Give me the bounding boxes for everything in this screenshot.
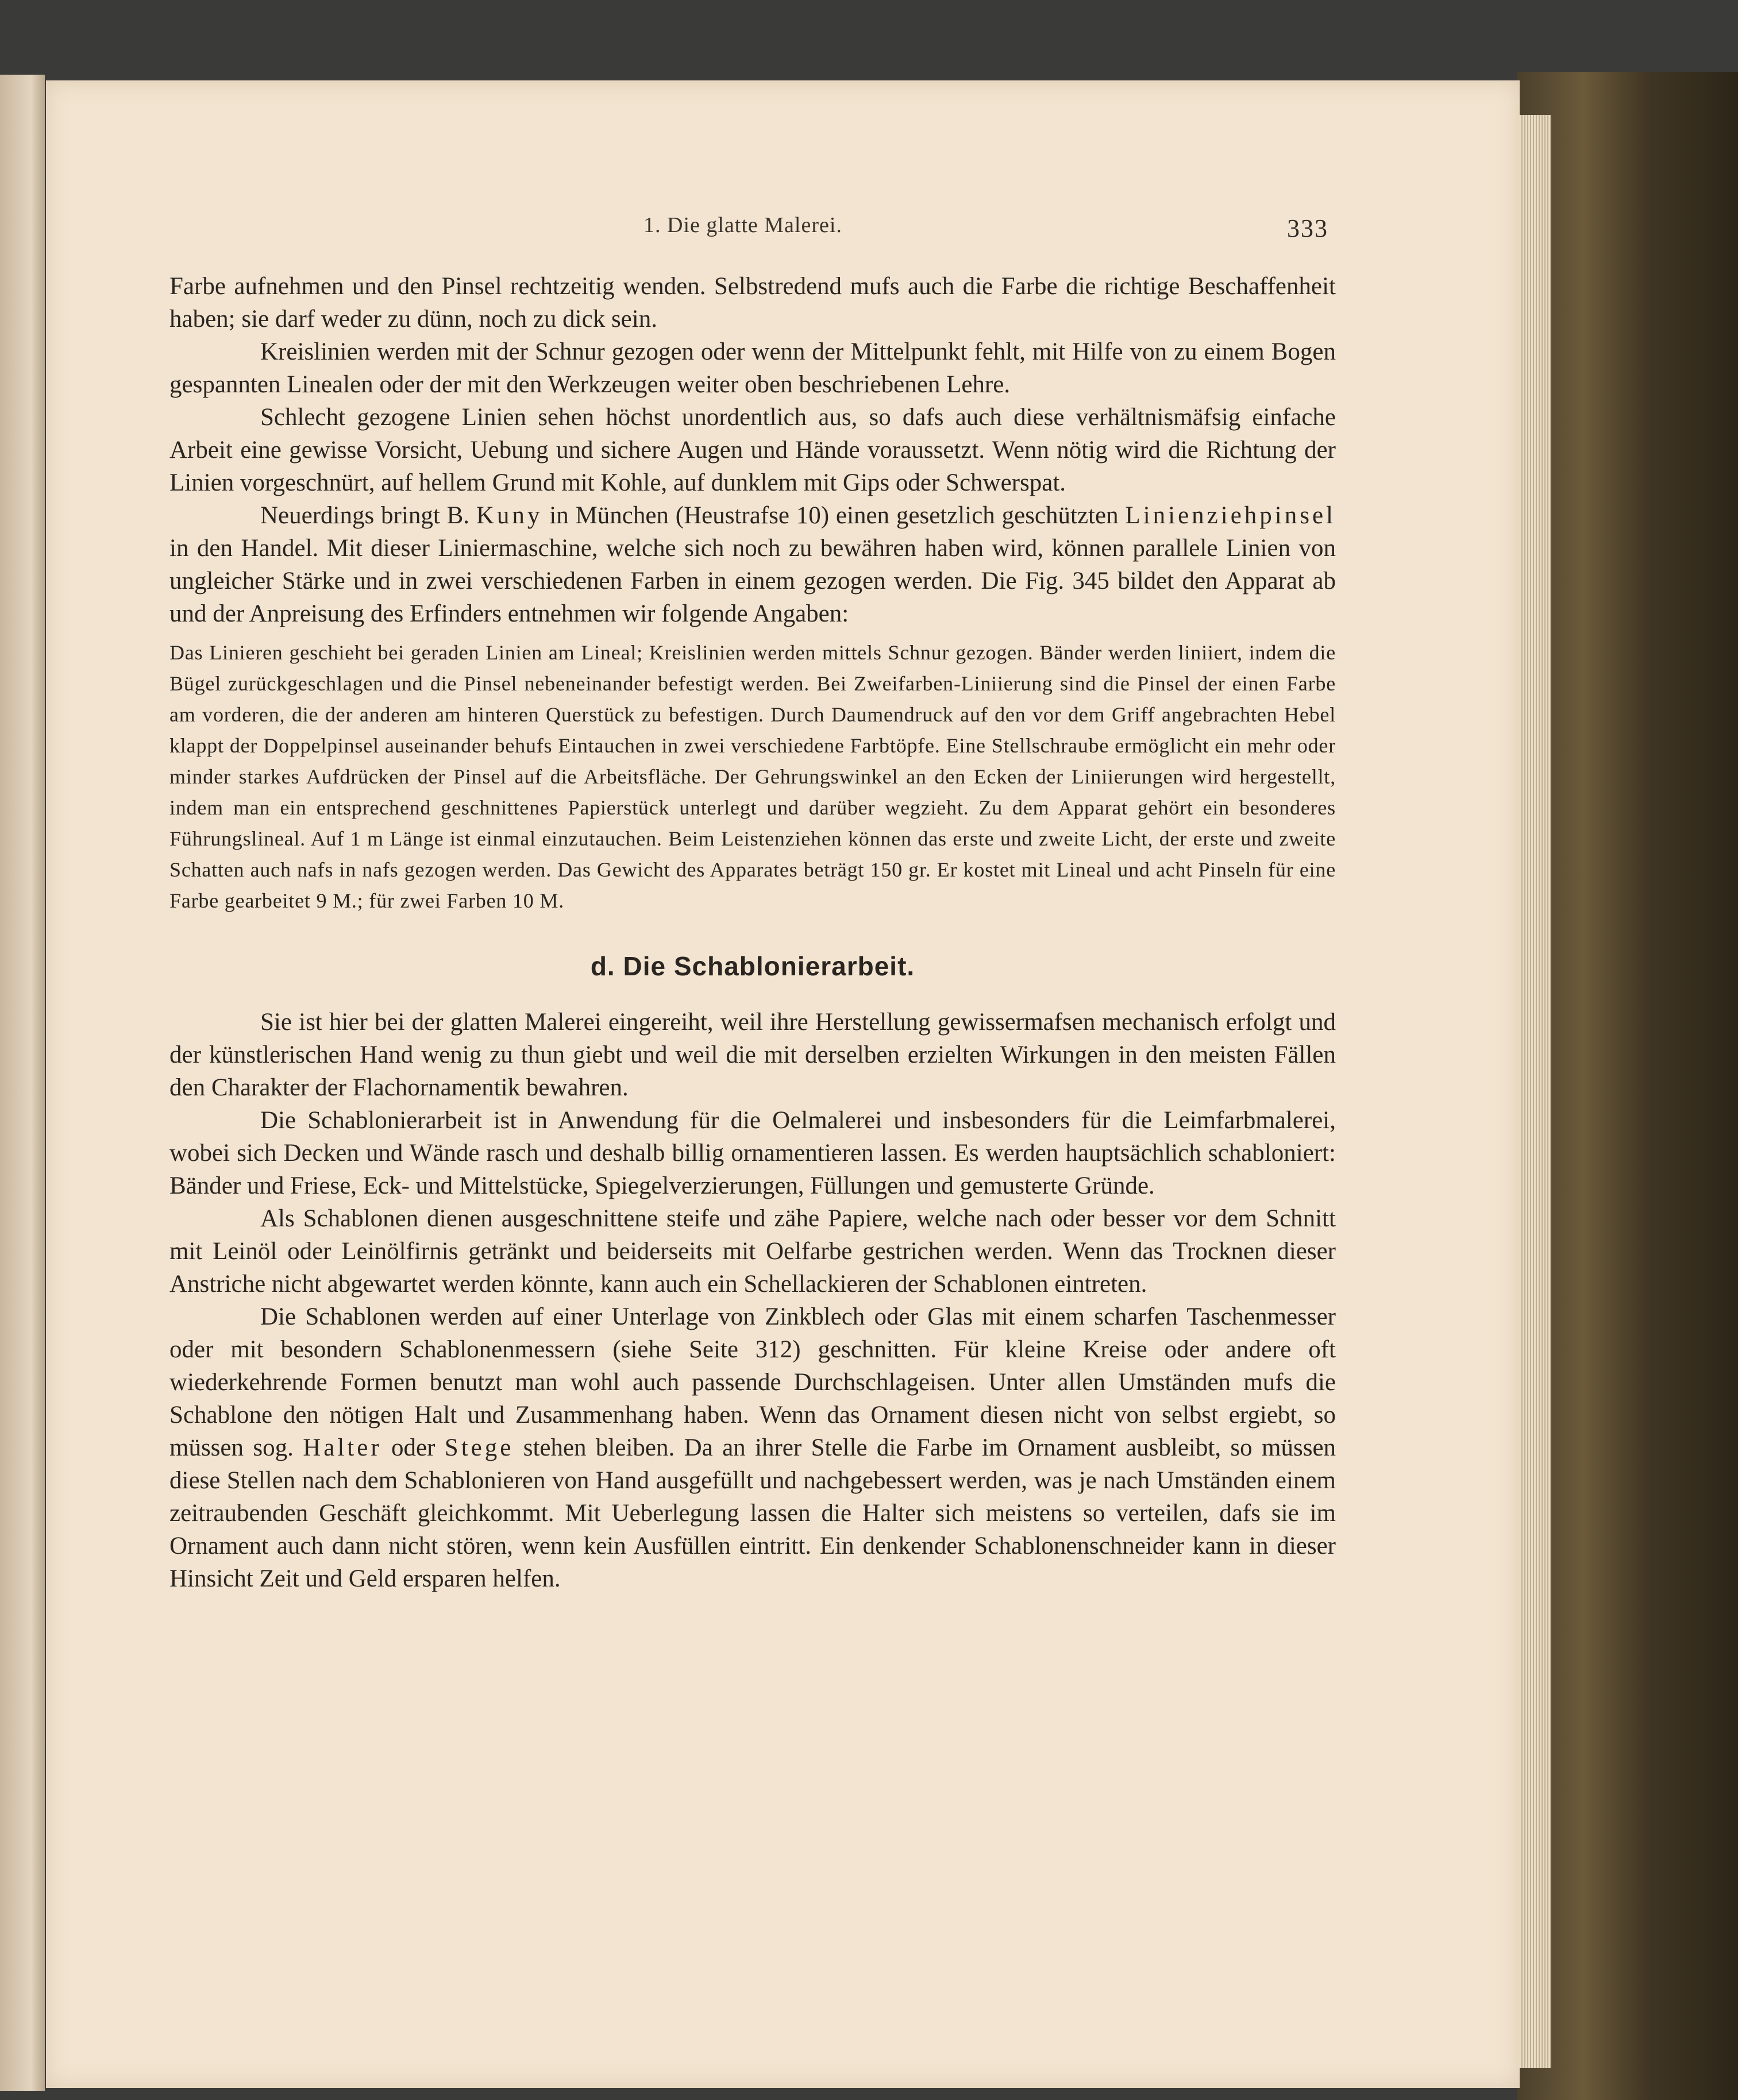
paragraph-2: Kreislinien werden mit der Schnur gezogen oder wenn der Mittelpunkt fehlt, mit Hilfe von zu einem Bogen gespannten Linealen oder der mit den Werkzeugen weiter oben beschriebenen Lehre. — [169, 338, 1336, 398]
paragraph-7: Als Schablonen dienen ausgeschnittene steife und zähe Papiere, welche nach oder besser vor dem Schnitt mit Leinöl oder Leinölfirnis getränkt und beiderseits mit Oelfarbe gestrichen werden. Wenn das Trocknen dieser Anstriche nicht abgewartet werden könnte, kann auch ein Schellackieren der Schablonen eintreten. — [169, 1205, 1336, 1298]
term-linienziehpinsel: Linienziehpinsel — [1125, 502, 1336, 529]
page-text — [169, 270, 1336, 1595]
p4-text-a: Neuerdings bringt B. — [260, 502, 476, 529]
facing-page-edge — [0, 75, 45, 2091]
paragraph-3: Schlecht gezogene Linien sehen höchst unordentlich aus, so dafs auch diese verhältnismäfsig einfache Arbeit eine gewisse Vorsicht, Uebung und sichere Augen und Hände voraussetzt. Wenn nötig wird die Richtung der Linien vorgeschnürt, auf hellem Grund mit Kohle, auf dunklem mit Gips oder Schwerspat. — [169, 404, 1336, 496]
p8-text-oder: oder — [381, 1434, 445, 1461]
paragraph-6: Die Schablonierarbeit ist in Anwendung für die Oelmalerei und insbesonders für die Leimfarbmalerei, wobei sich Decken und Wände rasch und deshalb billig ornamentieren lassen. Es werden hauptsächlich schabloniert: Bänder und Friese, Eck- und Mittelstücke, Spiegelverzierungen, Füllungen und gemusterte Gründe. — [169, 1107, 1336, 1199]
paragraph-8 — [169, 1300, 1336, 1595]
page-number: 333 — [1287, 214, 1328, 242]
paragraph-4 — [169, 499, 1336, 630]
page-stack-edge — [1517, 115, 1551, 2068]
paragraph-1: Farbe aufnehmen und den Pinsel rechtzeitig wenden. Selbstredend mufs auch die Farbe die richtige Beschaffenheit haben; sie darf weder zu dünn, noch zu dick sein. — [169, 273, 1336, 333]
p4-text-c: in den Handel. Mit dieser Liniermaschine, welche sich noch zu bewähren haben wird, können parallele Linien von ungleicher Stärke und in zwei verschiedenen Farben in einem gezogen werden. Die Fig. 345 bildet den Apparat ab und der Anpreisung des Erfinders entnehmen wir folgende Angaben: — [169, 535, 1336, 627]
p8-text-a: Die Schablonen werden auf einer Unterlage von Zinkblech oder Glas mit einem scharfen Taschenmesser oder mit besondern Schablonenmessern (siehe Seite 312) geschnitten. Für kleine Kreise oder andere oft wiederkehrende Formen benutzt man wohl auch passende Durchschlageisen. Unter allen Umständen mufs die Schablone den nötigen Halt und Zusammenhang haben. Wenn das Ornament diesen nicht von selbst ergiebt, so müssen sog. — [169, 1303, 1336, 1461]
paragraph-5: Sie ist hier bei der glatten Malerei eingereiht, weil ihre Herstellung gewissermafsen mechanisch erfolgt und der künstlerischen Hand wenig zu thun giebt und weil die mit derselben erzielten Wirkungen in den meisten Fällen den Charakter der Flachornamentik bewahren. — [169, 1009, 1336, 1101]
term-stege: Stege — [444, 1434, 514, 1461]
p8-text-b: stehen bleiben. Da an ihrer Stelle die Farbe im Ornament ausbleibt, so müssen diese Stellen nach dem Schablonieren von Hand ausgefüllt und nachgebessert werden, was je nach Umständen einem zeitraubenden Geschäft gleichkommt. Mit Ueberlegung lassen die Halter sich meistens so verteilen, dafs sie im Ornament auch dann nicht stören, wenn kein Ausfüllen eintritt. Ein denkender Schablonenschneider kann in dieser Hinsicht Zeit und Geld ersparen helfen. — [169, 1434, 1336, 1592]
p4-text-b: in München (Heustrafse 10) einen gesetzlich geschützten — [542, 502, 1126, 529]
term-halter: Halter — [303, 1434, 382, 1461]
section-heading: d. Die Schablonierarbeit. — [590, 951, 915, 981]
quoted-description: Das Linieren geschieht bei geraden Linien am Lineal; Kreislinien werden mittels Schnur gezogen. Bänder werden liniiert, indem die Bügel zurückgeschlagen und die Pinsel nebeneinander befestigt werden. Bei Zweifarben-Liniierung sind die Pinsel der einen Farbe am vorderen, die der anderen am hinteren Querstück zu befestigen. Durch Daumendruck auf den vor dem Griff angebrachten Hebel klappt der Doppelpinsel auseinander behufs Eintauchen in zwei verschiedene Farbtöpfe. Eine Stellschraube ermöglicht ein mehr oder minder starkes Aufdrücken der Pinsel auf die Arbeitsfläche. Der Gehrungswinkel an den Ecken der Liniierungen wird hergestellt, indem man ein entsprechend geschnittenes Papierstück unterlegt und darüber wegzieht. Zu dem Apparat gehört ein besonderes Führungslineal. Auf 1 m Länge ist einmal einzutauchen. Beim Leistenziehen können das erste und zweite Licht, der erste und zweite Schatten auch nafs in nafs gezogen werden. Das Gewicht des Apparates beträgt 150 gr. Er kostet mit Lineal und acht Pinseln für eine Farbe gearbeitet 9 M.; für zwei Farben 10 M. — [169, 641, 1336, 912]
running-head: 1. Die glatte Malerei. — [643, 213, 842, 237]
name-kuny: Kuny — [476, 502, 543, 529]
